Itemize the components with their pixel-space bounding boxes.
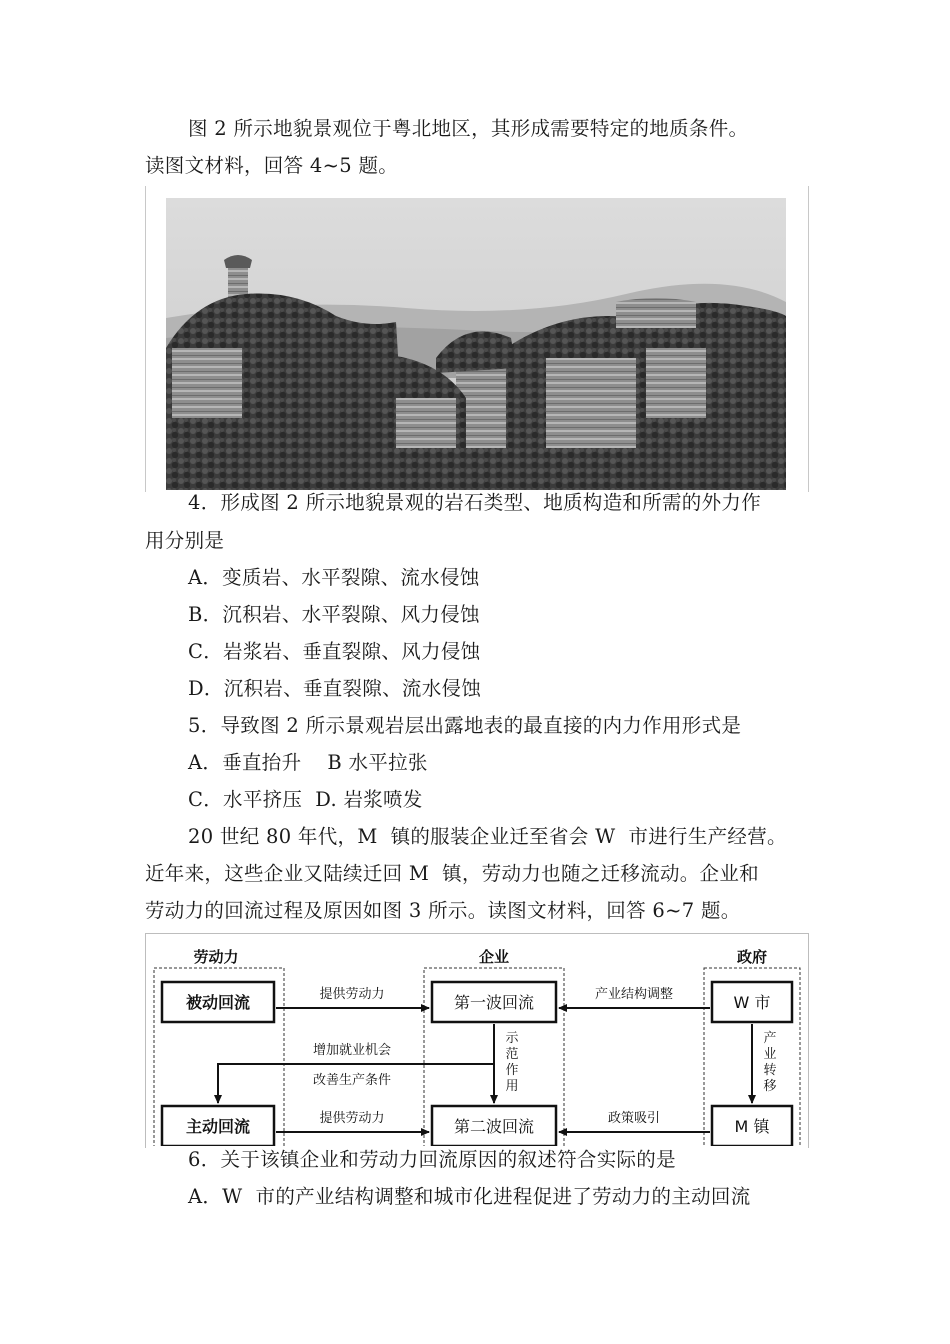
- q4-option-a: A．变质岩、水平裂隙、流水侵蚀: [188, 566, 480, 589]
- industry-transfer-char-4: 移: [763, 1079, 777, 1094]
- passage-line-1: 20 世纪 80 年代，M 镇的服装企业迁至省会 W 市进行生产经营。: [188, 825, 787, 848]
- col-enterprise-label: 企业: [478, 948, 510, 966]
- passive-return-label: 被动回流: [185, 993, 251, 1012]
- q6-option-a: A．W 市的产业结构调整和城市化进程促进了劳动力的主动回流: [188, 1185, 751, 1208]
- demo-effect-char-4: 用: [505, 1079, 519, 1094]
- better-conditions-label: 改善生产条件: [312, 1073, 392, 1088]
- passage-line-2: 近年来，这些企业又陆续迁回 M 镇，劳动力也随之迁移流动。企业和: [145, 862, 759, 885]
- provide-labor-bottom-label: 提供劳动力: [319, 1111, 385, 1126]
- col-labor-label: 劳动力: [193, 948, 239, 966]
- q5-stem: 5．导致图 2 所示景观岩层出露地表的最直接的内力作用形式是: [188, 714, 742, 737]
- provide-labor-top-label: 提供劳动力: [319, 987, 385, 1002]
- industry-transfer-char-2: 业: [763, 1047, 777, 1062]
- q5-options-line-2: C．水平挤压 D. 岩浆喷发: [188, 788, 423, 811]
- active-return-label: 主动回流: [185, 1117, 251, 1136]
- demo-effect-char-2: 范: [505, 1047, 519, 1062]
- more-jobs-label: 增加就业机会: [312, 1043, 392, 1058]
- col-government-label: 政府: [736, 948, 768, 966]
- industry-adjust-label: 产业结构调整: [594, 987, 674, 1002]
- policy-attract-label: 政策吸引: [607, 1111, 661, 1126]
- demo-effect-char-1: 示: [505, 1031, 519, 1046]
- demo-effect-char-3: 作: [505, 1063, 519, 1078]
- m-town-label: M 镇: [734, 1117, 770, 1136]
- q4-option-d: D．沉积岩、垂直裂隙、流水侵蚀: [188, 677, 482, 700]
- q4-option-b: B．沉积岩、水平裂隙、风力侵蚀: [188, 603, 480, 626]
- industry-transfer-char-1: 产: [763, 1031, 777, 1046]
- passage-line-3: 劳动力的回流过程及原因如图 3 所示。读图文材料，回答 6~7 题。: [145, 899, 741, 922]
- intro-line-1: 图 2 所示地貌景观位于粤北地区，其形成需要特定的地质条件。: [188, 117, 749, 140]
- return-flow-diagram: [146, 934, 806, 1146]
- q4-stem-line-1: 4．形成图 2 所示地貌景观的岩石类型、地质构造和所需的外力作: [188, 491, 762, 514]
- q5-options-line-1: A．垂直抬升 B 水平拉张: [188, 751, 428, 774]
- q4-stem-line-2: 用分别是: [145, 529, 225, 552]
- q4-option-c: C．岩浆岩、垂直裂隙、风力侵蚀: [188, 640, 481, 663]
- w-city-label: W 市: [733, 993, 771, 1012]
- landform-photo-icon: [166, 198, 786, 490]
- q6-stem: 6．关于该镇企业和劳动力回流原因的叙述符合实际的是: [188, 1148, 676, 1171]
- industry-transfer-char-3: 转: [763, 1063, 777, 1078]
- intro-line-2: 读图文材料，回答 4~5 题。: [145, 154, 399, 177]
- wave-1-label: 第一波回流: [453, 993, 535, 1012]
- wave-2-label: 第二波回流: [453, 1117, 535, 1136]
